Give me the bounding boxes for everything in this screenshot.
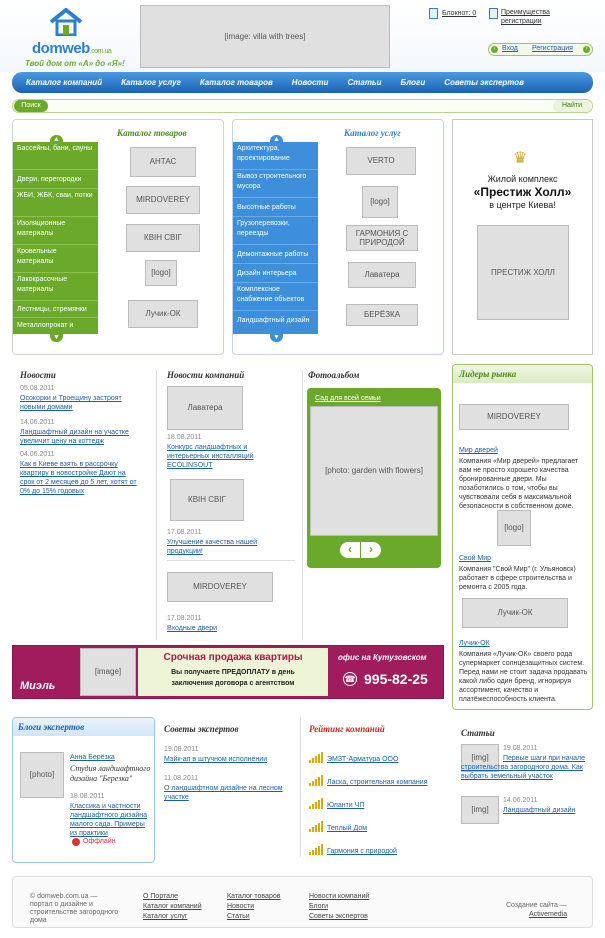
rating-bars-icon xyxy=(309,844,323,855)
photo-next-button[interactable]: › xyxy=(361,542,381,558)
nav-news[interactable]: Новости xyxy=(291,78,329,87)
divider xyxy=(302,370,303,640)
offline-status-icon xyxy=(72,838,80,846)
footer-col3 xyxy=(309,892,369,922)
catalog-goods-list xyxy=(13,142,98,334)
banner-line3: в центре Киева! xyxy=(489,200,556,210)
photo-garden-image[interactable]: [photo: garden with flowers] xyxy=(310,406,438,536)
search-input[interactable] xyxy=(52,101,550,111)
photo-caption-link[interactable]: Сад для всей семьи xyxy=(315,395,381,402)
nav-catalog-goods[interactable]: Каталог товаров xyxy=(199,78,273,87)
miel-line3: заключения договора с агентством xyxy=(171,680,295,687)
miel-hand-image: [image] xyxy=(80,648,136,696)
list-item[interactable]: Двери, перегородки xyxy=(13,170,98,189)
logo-luchik-ok[interactable]: Лучик-ОК xyxy=(128,300,198,328)
footer-credit-link[interactable]: Activemedia xyxy=(529,911,568,918)
miel-line1: Срочная продажа квартиры xyxy=(163,652,303,663)
rating-company-link[interactable]: Юланти ЧП xyxy=(327,802,365,809)
banner-line2: «Престиж Холл» xyxy=(473,185,572,199)
leader-name-link[interactable]: Лучик-ОК xyxy=(459,640,490,647)
header-villa-image: [image: villa with trees] xyxy=(140,5,390,68)
avatar[interactable]: [photo] xyxy=(20,752,64,798)
catalog-goods-title: Каталог товаров xyxy=(117,128,187,138)
rating-company-link[interactable]: Ласка, строительная компания xyxy=(327,779,428,786)
logo-wordmark[interactable] xyxy=(32,40,111,57)
scroll-down-icon[interactable]: ▼ xyxy=(270,333,283,342)
header xyxy=(0,0,605,72)
list-item[interactable]: Дизайн интерьера xyxy=(233,264,318,283)
blogs-title: Блоги экспертов xyxy=(18,722,85,732)
rating-title: Рейтинг компаний xyxy=(309,724,385,734)
article-thumbnail[interactable]: [img] xyxy=(461,796,499,824)
search-label-button[interactable]: Поиск xyxy=(14,100,48,112)
logo-berezka[interactable]: БЕРЁЗКА xyxy=(346,304,418,326)
list-item[interactable] xyxy=(309,786,447,809)
leader-name-link[interactable]: Свой Мир xyxy=(459,555,492,562)
rating-bars-icon xyxy=(309,821,323,832)
article-date: 19.08.2011 xyxy=(503,745,538,752)
logo-svoy-mir[interactable]: [logo] xyxy=(362,186,398,218)
leader-description: Компания «Мир дверей» предлагает вам не просто хорошего качества бронированные двери. Мы позаботились о том, чтобы вы чувствовали себя в максимальной безопасности в собственном доме. xyxy=(459,458,579,510)
article-thumbnail[interactable]: [img] xyxy=(461,744,499,772)
list-item[interactable]: Комплексное снабжение объектов xyxy=(233,283,318,311)
logo-garmoniya[interactable]: ГАРМОНИЯ С ПРИРОДОЙ xyxy=(346,225,418,251)
banner-line1: Жилой комплекс xyxy=(487,174,558,184)
list-item[interactable]: ЖБИ, ЖБК, сваи, потки xyxy=(13,189,98,217)
advice-date: 11.08.2011 xyxy=(164,775,198,782)
leader-logo-mirdoverey[interactable]: MIRDOVEREY xyxy=(459,404,569,430)
list-item[interactable]: Лестницы, стремянки xyxy=(13,301,98,318)
footer-link[interactable]: Новости компаний xyxy=(309,893,370,900)
advice-date: 19.08.2011 xyxy=(164,746,199,753)
logo-mirdoverey[interactable]: MIRDOVEREY xyxy=(126,186,200,214)
footer-link[interactable]: Блоги xyxy=(309,903,329,910)
login-link[interactable]: Вход xyxy=(502,45,518,52)
logo-text: domweb xyxy=(32,40,90,57)
list-item[interactable] xyxy=(309,832,447,855)
news-link[interactable]: Как в Киеве взять в рассрочку квартиру в новостройке Дают на срок от 2 месяцев до 5 лет, хотят от 0% до 15% годовых xyxy=(20,461,137,495)
nav-catalog-companies[interactable]: Каталог компаний xyxy=(26,78,103,87)
main-nav xyxy=(12,72,593,93)
news-title: Новости xyxy=(20,370,56,380)
divider xyxy=(156,370,157,640)
blog-post-link[interactable]: Классика и частности ландшафтного дизайна малого сада. Примеры из практики xyxy=(70,803,148,837)
miel-logo-brand: Миэль xyxy=(20,680,56,692)
scroll-up-icon[interactable]: ▲ xyxy=(50,135,63,144)
catalog-services-title: Каталог услуг xyxy=(344,128,401,138)
list-item[interactable]: Высотные работы xyxy=(233,198,318,217)
company-logo-mirdoverey[interactable]: MIRDOVEREY xyxy=(167,572,273,602)
crown-icon: ♛ xyxy=(513,150,528,167)
company-logo-kvin-svig[interactable]: КВІН СВІГ xyxy=(170,479,244,521)
list-item[interactable]: Бассейны, бани, сауны xyxy=(13,142,98,170)
logo-domain: .com.ua xyxy=(89,48,112,55)
house-logo-icon[interactable] xyxy=(49,8,83,36)
photo-prev-button[interactable]: ‹ xyxy=(340,542,360,558)
scroll-down-icon[interactable]: ▼ xyxy=(50,333,63,342)
leader-description: Компания «Лучик-ОК» своего рода супермаркет солнцезащитных систем. Перед нами не стоит задача продавать какой либо один бренд, игнорируя ассортимент, качество и платёжеспособность клиента. xyxy=(459,651,588,703)
leader-description: Компания "Свой Мир" (г. Ульяновск) работает в сфере строительства и ремонта с 2005 года. xyxy=(459,566,576,591)
logo-lavatera[interactable]: Лаватера xyxy=(348,262,416,288)
notepad-link[interactable]: Блокнот: 0 xyxy=(442,10,477,17)
footer-link[interactable]: Статьи xyxy=(227,913,250,920)
benefits-icon xyxy=(489,8,498,19)
logo-kvin-svig[interactable]: КВІН СВІГ xyxy=(126,224,200,252)
company-news-date: 18.08.2011 xyxy=(167,434,202,441)
company-logo-lavatera[interactable]: Лаватера xyxy=(167,386,243,430)
blog-studio: Студия ландшафтного дизайна "Березка" xyxy=(70,764,151,783)
arrow-right-icon: › xyxy=(583,46,590,53)
miel-phone: 995-82-25 xyxy=(364,671,428,687)
articles-title: Статьи xyxy=(461,728,495,738)
blog-author-link[interactable]: Анна Берёзка xyxy=(70,754,115,761)
news-date: 05.08.2011 xyxy=(20,385,55,392)
list-item[interactable]: Архитектура, проектирование xyxy=(233,142,318,170)
list-item[interactable]: Демонтажные работы xyxy=(233,245,318,264)
nav-articles[interactable]: Статьи xyxy=(347,78,382,87)
register-link[interactable]: Регистрация xyxy=(532,45,573,52)
miel-line2: Вы получаете ПРЕДОПЛАТУ в день xyxy=(171,669,295,676)
slogan: Твой дом от «А» до «Я»! xyxy=(25,59,125,68)
rating-list xyxy=(309,740,447,855)
list-item[interactable] xyxy=(309,763,447,786)
news-link[interactable]: Осокорки и Троещину застроят новыми домами xyxy=(20,395,122,411)
advice-link[interactable]: О ландшафтном дизайне на лесном участке xyxy=(164,785,283,801)
rating-company-link[interactable]: Теплый Дом xyxy=(327,825,368,832)
article-link[interactable]: Ландшафтный дизайн xyxy=(503,807,576,814)
logo-antas[interactable]: АНТАС xyxy=(130,147,196,177)
list-item[interactable] xyxy=(309,740,447,763)
footer-link[interactable]: Советы экспертов xyxy=(309,913,368,920)
search-submit-button[interactable]: Найти xyxy=(553,100,591,112)
footer-copyright: © domweb.com.ua — портал о дизайне и строительстве загородного дома xyxy=(30,893,119,924)
nav-catalog-services[interactable]: Каталог услуг xyxy=(121,78,181,87)
news-date: 14.06.2011 xyxy=(20,419,55,426)
divider xyxy=(300,717,301,857)
status-badge: Оффлайн xyxy=(83,838,116,845)
leaders-title: Лидеры рынка xyxy=(459,369,517,379)
footer-credit: Создание сайта — xyxy=(506,902,567,909)
scroll-up-icon[interactable]: ▲ xyxy=(270,135,283,144)
leader-logo-luchik-ok[interactable]: Лучик-ОК xyxy=(462,598,568,628)
logo-emblem[interactable]: [logo] xyxy=(145,260,177,286)
arrow-left-icon: ‹ xyxy=(491,46,498,53)
article-date: 14.06.2011 xyxy=(503,797,538,804)
catalog-services-list xyxy=(233,142,318,334)
expert-advice-title: Советы экспертов xyxy=(164,724,239,734)
notepad-icon xyxy=(429,8,438,19)
footer-col1 xyxy=(143,892,202,922)
company-news-link[interactable]: Входные двери xyxy=(167,625,217,632)
prestige-hall-emblem: ПРЕСТИЖ ХОЛЛ xyxy=(477,225,569,320)
rating-bars-icon xyxy=(309,752,323,763)
miel-office: офис на Кутузовском xyxy=(338,653,427,662)
logo-verto[interactable]: VERTO xyxy=(346,147,416,175)
footer-link[interactable]: Каталог услуг xyxy=(143,913,188,920)
list-item[interactable]: Вывоз строительного мусора xyxy=(233,170,318,198)
list-item[interactable]: Металлопрокат и xyxy=(17,322,74,329)
rating-company-link[interactable]: Гармония с природой xyxy=(327,848,397,855)
rating-company-link[interactable]: ЭМЗТ-Арматура ООО xyxy=(327,756,399,763)
nav-blogs[interactable]: Блоги xyxy=(400,78,426,87)
rating-bars-icon xyxy=(309,775,323,786)
company-news-date: 17.08.2011 xyxy=(167,529,202,536)
registration-benefits-link[interactable]: Преимущества регистрации xyxy=(501,9,550,25)
news-link[interactable]: Ландшафтный дизайн на участке увеличит цену на коттедж xyxy=(20,429,129,445)
list-item[interactable]: Ландшафтный дизайн xyxy=(237,317,310,324)
list-item[interactable]: Кровельные материалы xyxy=(13,245,98,273)
divider xyxy=(167,560,295,561)
list-item[interactable]: Изоляционные материалы xyxy=(13,217,98,245)
company-news-link[interactable]: Конкурс ландшафтных и интерьерных инсталляций ECOLINSOUT xyxy=(167,444,254,469)
company-news-date: 17.08.2011 xyxy=(167,615,202,622)
list-item[interactable]: Грузоперевозки, переезды xyxy=(233,217,318,245)
advice-link[interactable]: Мэйк-ап в штучном исполнении xyxy=(164,756,268,763)
footer-link[interactable]: Новости xyxy=(227,903,255,910)
company-news-link[interactable]: Улучшение качества нашей продукции! xyxy=(167,539,258,555)
list-item[interactable]: Лакокрасочные материалы xyxy=(13,273,98,301)
footer-col2 xyxy=(227,892,280,922)
leader-logo-svoy-mir[interactable]: [logo] xyxy=(497,510,531,546)
footer-link[interactable]: Каталог товаров xyxy=(227,893,281,900)
photo-album-title: Фотоальбом xyxy=(308,370,360,380)
leader-name-link[interactable]: Мир дверей xyxy=(459,447,498,454)
phone-icon: ☎ xyxy=(344,674,356,684)
article-link[interactable]: Первые шаги при начале строительства загородного дома. Как выбрать земельный участок xyxy=(461,755,585,780)
footer-link[interactable]: О Портале xyxy=(143,893,179,900)
blog-date: 18.08.2011 xyxy=(70,793,105,800)
list-item[interactable] xyxy=(309,809,447,832)
company-news-title: Новости компаний xyxy=(167,370,245,380)
footer-link[interactable]: Каталог компаний xyxy=(143,903,202,910)
nav-expert-advice[interactable]: Советы экспертов xyxy=(444,78,524,87)
news-date: 04.06.2011 xyxy=(20,451,55,458)
rating-bars-icon xyxy=(309,798,323,809)
